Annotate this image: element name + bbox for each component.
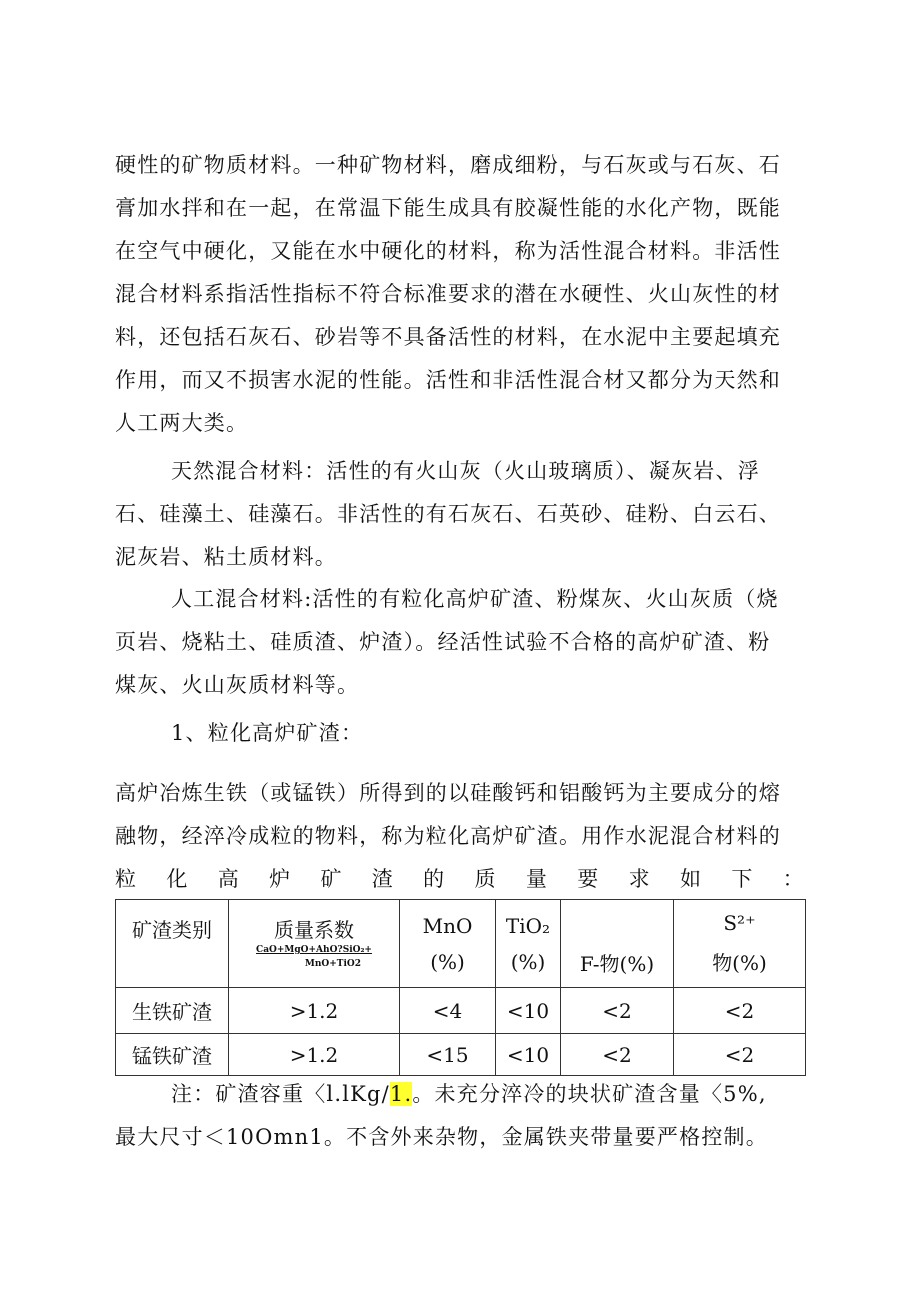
header-tio2-label: TiO₂ <box>505 913 551 938</box>
char: 炉 <box>269 867 292 891</box>
text-line-spread <box>115 858 805 901</box>
text-line: 料，还包括石灰石、砂岩等不具备活性的材料，在水泥中主要起填充 <box>115 325 781 349</box>
char: 要 <box>577 867 600 891</box>
text-line: 混合材料系指活性指标不符合标准要求的潜在水硬性、火山灰性的材 <box>115 282 781 306</box>
note-line-1 <box>115 1073 767 1116</box>
quality-formula <box>229 943 399 971</box>
cell-mno: <4 <box>400 988 496 1034</box>
header-tio2-unit: (%) <box>510 949 546 974</box>
note-line-2: 最大尺寸＜10Omn1。不含外来杂物，金属铁夹带量要严格控制。 <box>115 1125 768 1149</box>
text-line: 硬性的矿物质材料。一种矿物材料，磨成细粉，与石灰或与石灰、石 <box>115 153 781 177</box>
char: 粒 <box>115 867 138 891</box>
cell-sulfide: <2 <box>674 1034 806 1076</box>
char: 如 <box>679 867 703 891</box>
section-heading <box>115 712 805 755</box>
text-line: 煤灰、火山灰质材料等。 <box>115 673 360 697</box>
paragraph-artificial-materials <box>115 578 805 707</box>
text-line: 页岩、烧粘土、硅质渣、炉渣）。经活性试验不合格的高炉矿渣、粉 <box>115 630 771 654</box>
highlighted-text: 1. <box>389 1082 413 1106</box>
text-line: 天然混合材料：活性的有火山灰（火山玻璃质）、凝灰岩、浮 <box>171 459 760 483</box>
cell-quality: >1.2 <box>229 1034 400 1076</box>
text-line: 膏加水拌和在一起，在常温下能生成具有胶凝性能的水化产物，既能 <box>115 196 781 220</box>
paragraph-slag-definition <box>115 772 805 901</box>
header-quality <box>229 900 400 988</box>
formula-numerator: CaO+MgO+AhO?SiO₂+ <box>256 945 372 955</box>
cell-mno: <15 <box>400 1034 496 1076</box>
char: 求 <box>628 867 651 891</box>
cell-quality: >1.2 <box>229 988 400 1034</box>
header-sulfide <box>674 900 806 988</box>
cell-fluoride: <2 <box>561 988 674 1034</box>
text-line: 人工两大类。 <box>115 411 249 435</box>
paragraph-natural-materials <box>115 450 805 579</box>
table-header-row <box>116 900 806 988</box>
table-row <box>116 1034 806 1076</box>
text-line: 融物，经淬冷成粒的物料，称为粒化高炉矿渣。用作水泥混合材料的 <box>115 824 781 848</box>
header-tio2 <box>496 900 561 988</box>
cell-sulfide: <2 <box>674 988 806 1034</box>
text-line: 泥灰岩、粘土质材料。 <box>115 545 337 569</box>
char: 量 <box>525 867 549 891</box>
note-text: 注：矿渣容重〈l.lKg/ <box>171 1082 390 1106</box>
text-line: 作用，而又不损害水泥的性能。活性和非活性混合材又都分为天然和 <box>115 368 781 392</box>
header-quality-label: 质量系数 <box>274 918 354 942</box>
text-line: 高炉冶炼生铁（或锰铁）所得到的以硅酸钙和铝酸钙为主要成分的熔 <box>115 781 781 805</box>
char: 的 <box>423 867 446 891</box>
text-line: 在空气中硬化，又能在水中硬化的材料，称为活性混合材料。非活性 <box>115 239 781 263</box>
char: 化 <box>166 867 189 891</box>
cell-tio2: <10 <box>496 988 561 1034</box>
paragraph-mixed-materials <box>115 144 805 445</box>
cell-tio2: <10 <box>496 1034 561 1076</box>
header-mno <box>400 900 496 988</box>
char: 高 <box>217 867 240 891</box>
char: 质 <box>474 867 497 891</box>
char: ： <box>782 867 805 891</box>
char: 下 <box>731 867 754 891</box>
note-text: 。未充分淬冷的块状矿渣含量〈5%, <box>412 1082 767 1106</box>
char: 渣 <box>371 867 394 891</box>
heading-text: 1、粒化高炉矿渣： <box>171 721 364 745</box>
formula-denominator: MnO+TiO2 <box>304 959 361 969</box>
table-row <box>116 988 806 1034</box>
char: 矿 <box>320 867 343 891</box>
cell-type: 锰铁矿渣 <box>116 1034 229 1076</box>
text-line: 石、硅藻土、硅藻石。非活性的有石灰石、石英砂、硅粉、白云石、 <box>115 502 781 526</box>
header-mno-label: MnO <box>422 913 473 938</box>
cell-type: 生铁矿渣 <box>116 988 229 1034</box>
text-line: 人工混合材料:活性的有粒化高炉矿渣、粉煤灰、火山灰质（烧 <box>171 587 779 611</box>
header-mno-unit: (%) <box>430 949 465 974</box>
cell-fluoride: <2 <box>561 1034 674 1076</box>
header-fluoride: F-物(%) <box>561 900 674 988</box>
header-sulfide-label: S²⁺ <box>723 911 756 935</box>
slag-quality-table <box>115 899 806 1076</box>
header-type: 矿渣类别 <box>116 900 229 988</box>
header-sulfide-unit: 物(%) <box>712 951 767 975</box>
